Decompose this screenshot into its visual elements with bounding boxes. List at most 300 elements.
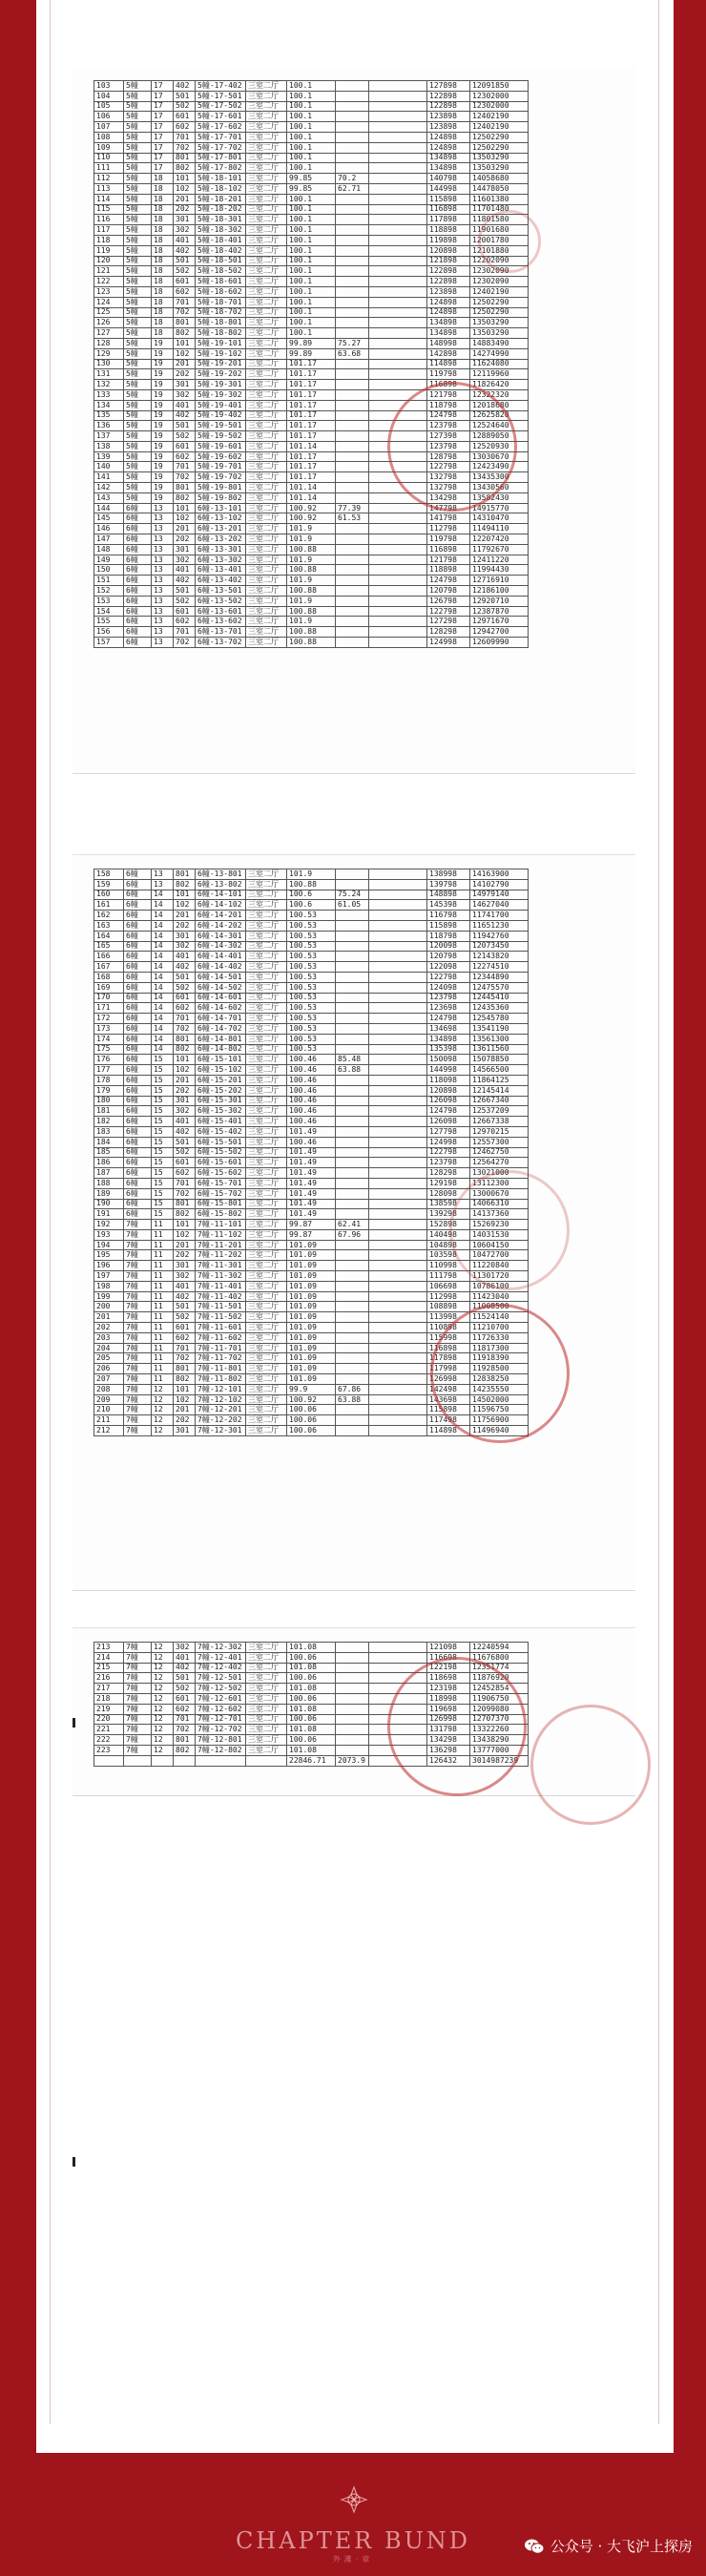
table-cell-rm: 301	[174, 215, 196, 225]
table-row	[94, 318, 529, 328]
table-row	[94, 544, 529, 555]
table-cell-area: 100.06	[287, 1693, 336, 1704]
table-cell-total: 12091850	[470, 81, 529, 92]
table-cell-fl: 15	[152, 1085, 174, 1096]
table-cell-num: 154	[94, 606, 124, 617]
table-cell-code: 6幢-15-501	[196, 1137, 246, 1147]
table-cell-fl: 11	[152, 1343, 174, 1353]
table-cell-area: 100.88	[287, 638, 336, 648]
table-cell-price: 118798	[427, 400, 470, 410]
table-cell-type: 三室二厅	[246, 982, 287, 993]
table-cell-price: 115898	[427, 1405, 470, 1415]
table-cell-price: 122898	[427, 266, 470, 277]
table-cell-area: 101.08	[287, 1643, 336, 1653]
table-cell-fl: 11	[152, 1364, 174, 1374]
table-cell-bld: 5幢	[124, 462, 152, 472]
table-cell-num: 128	[94, 338, 124, 348]
table-cell-total: 12970215	[470, 1126, 529, 1137]
table-cell-price: 143698	[427, 1394, 470, 1405]
table-cell-total: 14235550	[470, 1384, 529, 1394]
table-cell-price: 126432	[427, 1755, 470, 1766]
table-row	[94, 1044, 529, 1055]
table-cell-area: 100.88	[287, 627, 336, 638]
table-row	[94, 245, 529, 256]
table-cell-total: 11008500	[470, 1302, 529, 1312]
table-cell-price: 150098	[427, 1055, 470, 1065]
table-cell-blank	[369, 617, 427, 627]
table-cell-code: 7幢-11-502	[196, 1312, 246, 1323]
table-cell-num: 157	[94, 638, 124, 648]
table-cell-code: 6幢-15-101	[196, 1055, 246, 1065]
table-cell-bld: 6幢	[124, 962, 152, 973]
table-cell-area2: 67.86	[336, 1384, 369, 1394]
table-cell-area: 100.06	[287, 1405, 336, 1415]
table-cell-area: 101.09	[287, 1343, 336, 1353]
table-cell-bld: 5幢	[124, 328, 152, 339]
table-cell-total: 12274510	[470, 962, 529, 973]
table-cell-blank	[369, 879, 427, 890]
table-cell-area: 101.09	[287, 1261, 336, 1271]
table-cell-type: 三室二厅	[246, 1323, 287, 1333]
table-row	[94, 879, 529, 890]
table-cell-rm: 201	[174, 194, 196, 204]
table-cell-price: 124798	[427, 576, 470, 586]
table-row	[94, 286, 529, 297]
table-cell-rm: 401	[174, 952, 196, 962]
table-cell-total: 11741700	[470, 911, 529, 921]
table-cell-num: 171	[94, 1003, 124, 1014]
table-cell-fl: 15	[152, 1168, 174, 1179]
table-cell-fl: 15	[152, 1075, 174, 1085]
table-cell-total: 12889050	[470, 431, 529, 442]
table-cell-price: 122898	[427, 101, 470, 112]
table-cell-rm: 501	[174, 1137, 196, 1147]
table-cell-blank	[369, 627, 427, 638]
table-cell-fl: 12	[152, 1415, 174, 1426]
table-cell-type: 三室二厅	[246, 163, 287, 174]
table-cell-rm: 602	[174, 286, 196, 297]
table-cell-blank	[369, 1158, 427, 1168]
table-cell-blank	[369, 1188, 427, 1199]
table-cell-rm: 802	[174, 163, 196, 174]
table-cell-type: 三室二厅	[246, 993, 287, 1003]
table-cell-total: 11792670	[470, 544, 529, 555]
table-cell-num: 214	[94, 1652, 124, 1663]
table-cell-price: 126098	[427, 1117, 470, 1127]
table-cell-num: 202	[94, 1323, 124, 1333]
table-cell-num: 158	[94, 869, 124, 880]
table-cell-bld: 6幢	[124, 869, 152, 880]
table-cell-price: 114898	[427, 1426, 470, 1436]
table-cell-area: 101.49	[287, 1209, 336, 1220]
table-row	[94, 183, 529, 194]
table-cell-price: 128098	[427, 1188, 470, 1199]
table-cell-num: 114	[94, 194, 124, 204]
table-cell-rm: 502	[174, 266, 196, 277]
table-cell-bld: 6幢	[124, 1106, 152, 1117]
table-cell-rm: 302	[174, 225, 196, 236]
table-cell-bld: 5幢	[124, 194, 152, 204]
table-cell-blank	[369, 235, 427, 245]
table-cell-rm: 301	[174, 1426, 196, 1436]
table-cell-area2	[336, 555, 369, 565]
table-cell-area2: 75.27	[336, 338, 369, 348]
table-cell-area2	[336, 1684, 369, 1694]
table-cell-type: 三室二厅	[246, 1374, 287, 1385]
table-cell-area2	[336, 215, 369, 225]
table-cell-price: 117498	[427, 1415, 470, 1426]
table-cell-blank	[369, 359, 427, 369]
table-cell-price: 123798	[427, 421, 470, 431]
table-cell-rm: 301	[174, 1096, 196, 1106]
table-cell-type: 三室二厅	[246, 1220, 287, 1230]
table-cell-price: 116798	[427, 911, 470, 921]
table-cell-type: 三室二厅	[246, 348, 287, 359]
table-row	[94, 338, 529, 348]
table-cell-blank	[369, 952, 427, 962]
table-cell-rm: 701	[174, 1343, 196, 1353]
table-cell-blank	[369, 101, 427, 112]
table-cell-total: 14915770	[470, 503, 529, 513]
table-cell-blank	[369, 122, 427, 133]
table-cell-rm: 602	[174, 1332, 196, 1343]
table-cell-code	[196, 1755, 246, 1766]
table-cell-blank	[369, 91, 427, 101]
table-cell-total: 13435300	[470, 472, 529, 483]
table-cell-bld: 6幢	[124, 524, 152, 534]
table-cell-fl: 14	[152, 941, 174, 952]
table-cell-area2	[336, 297, 369, 307]
table-cell-code: 6幢-13-102	[196, 513, 246, 524]
table-cell-code: 7幢-12-101	[196, 1384, 246, 1394]
table-cell-rm: 202	[174, 534, 196, 545]
table-cell-blank	[369, 215, 427, 225]
table-cell-area2	[336, 617, 369, 627]
table-cell-area2: 67.96	[336, 1229, 369, 1240]
table-cell-area: 101.17	[287, 410, 336, 421]
table-cell-num: 162	[94, 911, 124, 921]
table-row	[94, 627, 529, 638]
table-cell-num: 142	[94, 483, 124, 493]
table-cell-price: 123898	[427, 286, 470, 297]
table-cell-price: 124898	[427, 142, 470, 153]
table-cell-rm: 401	[174, 235, 196, 245]
table-cell-type: 三室二厅	[246, 81, 287, 92]
table-cell-bld: 7幢	[124, 1415, 152, 1426]
table-cell-rm: 701	[174, 627, 196, 638]
table-cell-type: 三室二厅	[246, 483, 287, 493]
table-cell-num: 197	[94, 1271, 124, 1282]
table-cell-fl: 13	[152, 627, 174, 638]
table-cell-price: 122798	[427, 606, 470, 617]
table-cell-blank	[369, 972, 427, 982]
table-cell-total: 13777000	[470, 1745, 529, 1755]
table-cell-fl: 18	[152, 245, 174, 256]
table-cell-total: 12302090	[470, 266, 529, 277]
table-cell-price: 115898	[427, 194, 470, 204]
table-cell-code: 5幢-19-702	[196, 472, 246, 483]
table-cell-fl: 17	[152, 153, 174, 163]
table-cell-fl: 14	[152, 962, 174, 973]
table-cell-total: 12462750	[470, 1147, 529, 1158]
table-cell-fl: 19	[152, 472, 174, 483]
table-cell-total: 11756900	[470, 1415, 529, 1426]
table-cell-fl: 11	[152, 1374, 174, 1385]
table-cell-num: 199	[94, 1291, 124, 1302]
table-cell-blank	[369, 380, 427, 390]
table-cell-code: 6幢-13-701	[196, 627, 246, 638]
wechat-account-tag[interactable]	[524, 2536, 693, 2556]
table-cell-price: 117998	[427, 1364, 470, 1374]
table-cell-total: 13112300	[470, 1178, 529, 1188]
table-cell-rm: 102	[174, 513, 196, 524]
table-cell-code: 6幢-14-801	[196, 1034, 246, 1044]
table-cell-area2	[336, 122, 369, 133]
table-cell-code: 6幢-13-801	[196, 869, 246, 880]
table-cell-fl: 19	[152, 462, 174, 472]
table-row	[94, 982, 529, 993]
table-cell-area: 101.09	[287, 1291, 336, 1302]
table-cell-code: 6幢-15-401	[196, 1117, 246, 1127]
table-cell-code: 7幢-12-502	[196, 1684, 246, 1694]
table-cell-blank	[369, 1014, 427, 1024]
table-row	[94, 596, 529, 606]
table-cell-price: 128298	[427, 1168, 470, 1179]
table-cell-bld: 5幢	[124, 431, 152, 442]
table-cell-area: 100.1	[287, 153, 336, 163]
table-cell-fl: 11	[152, 1291, 174, 1302]
table-cell-type: 三室二厅	[246, 1199, 287, 1209]
table-cell-area: 101.17	[287, 451, 336, 462]
table-cell-bld: 7幢	[124, 1652, 152, 1663]
table-cell-fl: 14	[152, 1034, 174, 1044]
table-cell-area2	[336, 544, 369, 555]
table-cell-area: 100.1	[287, 297, 336, 307]
table-cell-num: 120	[94, 256, 124, 266]
table-row	[94, 1643, 529, 1653]
table-cell-total: 12145414	[470, 1085, 529, 1096]
table-cell-total: 12322320	[470, 389, 529, 400]
table-cell-bld: 6幢	[124, 1023, 152, 1034]
table-cell-area2	[336, 879, 369, 890]
table-cell-num: 140	[94, 462, 124, 472]
table-cell-total: 12971670	[470, 617, 529, 627]
table-cell-area: 100.53	[287, 941, 336, 952]
table-cell-price: 124798	[427, 1106, 470, 1117]
table-cell-rm: 601	[174, 993, 196, 1003]
table-cell-blank	[369, 1384, 427, 1394]
table-cell-total: 12402190	[470, 286, 529, 297]
table-cell-price: 128298	[427, 627, 470, 638]
table-cell-rm: 702	[174, 307, 196, 318]
table-cell-area2	[336, 1117, 369, 1127]
table-cell-area: 100.53	[287, 911, 336, 921]
table-cell-rm: 502	[174, 1684, 196, 1694]
table-cell-total: 12302090	[470, 277, 529, 287]
table-cell-rm: 201	[174, 1075, 196, 1085]
table-cell-num: 205	[94, 1353, 124, 1364]
table-cell-bld: 5幢	[124, 245, 152, 256]
table-cell-price: 116898	[427, 380, 470, 390]
table-cell-total: 15269230	[470, 1220, 529, 1230]
table-cell-total: 12351774	[470, 1663, 529, 1673]
table-cell-code: 6幢-14-302	[196, 941, 246, 952]
table-cell-blank	[369, 1291, 427, 1302]
table-cell-code: 5幢-19-201	[196, 359, 246, 369]
table-cell-bld: 5幢	[124, 204, 152, 215]
table-cell-num: 110	[94, 153, 124, 163]
table-cell-area2	[336, 565, 369, 576]
table-cell-area: 101.9	[287, 524, 336, 534]
table-cell-area: 101.49	[287, 1178, 336, 1188]
table-cell-blank	[369, 900, 427, 911]
table-cell-rm: 701	[174, 132, 196, 142]
table-cell-code: 7幢-11-202	[196, 1250, 246, 1261]
table-row	[94, 1137, 529, 1147]
table-cell-area2	[336, 869, 369, 880]
table-cell-rm: 201	[174, 1405, 196, 1415]
table-cell-rm: 601	[174, 1323, 196, 1333]
table-cell-bld: 5幢	[124, 286, 152, 297]
table-cell-code: 6幢-14-402	[196, 962, 246, 973]
table-cell-area: 101.9	[287, 576, 336, 586]
table-cell-area2: 2073.9	[336, 1755, 369, 1766]
table-cell-total: 12667340	[470, 1096, 529, 1106]
table-cell-rm: 102	[174, 1394, 196, 1405]
table-cell-total: 13503290	[470, 328, 529, 339]
table-cell-rm: 602	[174, 451, 196, 462]
table-cell-area2	[336, 1643, 369, 1653]
table-cell-bld: 6幢	[124, 879, 152, 890]
table-cell-price: 124098	[427, 982, 470, 993]
table-cell-price: 124998	[427, 1137, 470, 1147]
table-cell-price: 142898	[427, 348, 470, 359]
table-cell-code: 6幢-15-802	[196, 1209, 246, 1220]
table-cell-rm: 501	[174, 91, 196, 101]
table-cell-rm: 702	[174, 638, 196, 648]
table-cell-price: 124798	[427, 1014, 470, 1024]
table-cell-type: 三室二厅	[246, 596, 287, 606]
table-cell-total: 10604150	[470, 1240, 529, 1250]
table-cell-area: 101.49	[287, 1158, 336, 1168]
table-cell-area: 100.1	[287, 235, 336, 245]
table-cell-type: 三室二厅	[246, 245, 287, 256]
table-cell-code: 5幢-18-301	[196, 215, 246, 225]
table-cell-bld: 5幢	[124, 91, 152, 101]
table-cell-area: 101.9	[287, 534, 336, 545]
table-cell-code: 7幢-12-401	[196, 1652, 246, 1663]
table-row	[94, 617, 529, 627]
table-cell-type: 三室二厅	[246, 153, 287, 163]
table-cell-rm: 701	[174, 297, 196, 307]
table-cell-num: 149	[94, 555, 124, 565]
table-cell-code: 5幢-17-501	[196, 91, 246, 101]
table-cell-price: 118998	[427, 1693, 470, 1704]
table-cell-code: 5幢-18-202	[196, 204, 246, 215]
table-cell-area2	[336, 534, 369, 545]
table-cell-area: 100.46	[287, 1096, 336, 1106]
table-cell-type: 三室二厅	[246, 194, 287, 204]
table-row	[94, 962, 529, 973]
table-cell-total: 11876920	[470, 1673, 529, 1684]
table-cell-rm: 202	[174, 204, 196, 215]
table-cell-code: 7幢-11-801	[196, 1364, 246, 1374]
table-cell-code: 7幢-11-101	[196, 1220, 246, 1230]
table-cell-code: 5幢-17-601	[196, 112, 246, 122]
table-cell-fl: 11	[152, 1332, 174, 1343]
table-cell-num: 211	[94, 1415, 124, 1426]
table-cell-type: 三室二厅	[246, 524, 287, 534]
table-cell-rm: 501	[174, 421, 196, 431]
table-cell-total: 14310470	[470, 513, 529, 524]
table-cell-code: 6幢-14-501	[196, 972, 246, 982]
table-cell-area2	[336, 941, 369, 952]
table-cell-area: 101.08	[287, 1663, 336, 1673]
table-cell-type: 三室二厅	[246, 890, 287, 900]
table-cell-code: 6幢-15-201	[196, 1075, 246, 1085]
table-cell-fl: 12	[152, 1673, 174, 1684]
table-cell-price: 117898	[427, 1353, 470, 1364]
table-cell-total: 14883490	[470, 338, 529, 348]
table-cell-fl: 14	[152, 920, 174, 931]
table-cell-num: 111	[94, 163, 124, 174]
table-cell-bld: 7幢	[124, 1426, 152, 1436]
table-cell-fl: 12	[152, 1714, 174, 1725]
table-cell-price: 111798	[427, 1271, 470, 1282]
table-cell-price: 144998	[427, 183, 470, 194]
table-cell-blank	[369, 1229, 427, 1240]
table-cell-total: 12435360	[470, 1003, 529, 1014]
table-cell-area: 101.17	[287, 369, 336, 380]
table-cell-total: 13322260	[470, 1725, 529, 1735]
table-cell-fl: 15	[152, 1178, 174, 1188]
table-cell-bld	[124, 1755, 152, 1766]
table-cell-price: 135398	[427, 1044, 470, 1055]
table-cell-fl: 13	[152, 555, 174, 565]
table-cell-area: 99.89	[287, 348, 336, 359]
table-cell-type: 三室二厅	[246, 256, 287, 266]
table-cell-rm: 502	[174, 596, 196, 606]
table-cell-total: 12524640	[470, 421, 529, 431]
table-cell-area2: 85.48	[336, 1055, 369, 1065]
table-cell-price: 129198	[427, 1178, 470, 1188]
table-cell-fl: 17	[152, 81, 174, 92]
table-cell-code: 5幢-19-501	[196, 421, 246, 431]
table-cell-bld: 5幢	[124, 389, 152, 400]
table-cell-num: 109	[94, 142, 124, 153]
table-cell-num: 223	[94, 1745, 124, 1755]
table-cell-total: 12838250	[470, 1374, 529, 1385]
table-cell-rm: 402	[174, 1291, 196, 1302]
table-cell-area: 101.17	[287, 472, 336, 483]
table-cell-code: 6幢-14-702	[196, 1023, 246, 1034]
table-row	[94, 1302, 529, 1312]
table-cell-bld: 6幢	[124, 972, 152, 982]
table-cell-type: 三室二厅	[246, 1332, 287, 1343]
table-cell-area: 100.06	[287, 1714, 336, 1725]
table-cell-total: 14058680	[470, 174, 529, 184]
table-cell-num: 180	[94, 1096, 124, 1106]
table-cell-price: 116698	[427, 1652, 470, 1663]
table-cell-type: 三室二厅	[246, 503, 287, 513]
table-cell-blank	[369, 307, 427, 318]
table-cell-blank	[369, 204, 427, 215]
table-cell-type: 三室二厅	[246, 122, 287, 133]
table-cell-blank	[369, 318, 427, 328]
table-cell-area2	[336, 586, 369, 597]
table-cell-type: 三室二厅	[246, 1137, 287, 1147]
table-cell-num: 118	[94, 235, 124, 245]
